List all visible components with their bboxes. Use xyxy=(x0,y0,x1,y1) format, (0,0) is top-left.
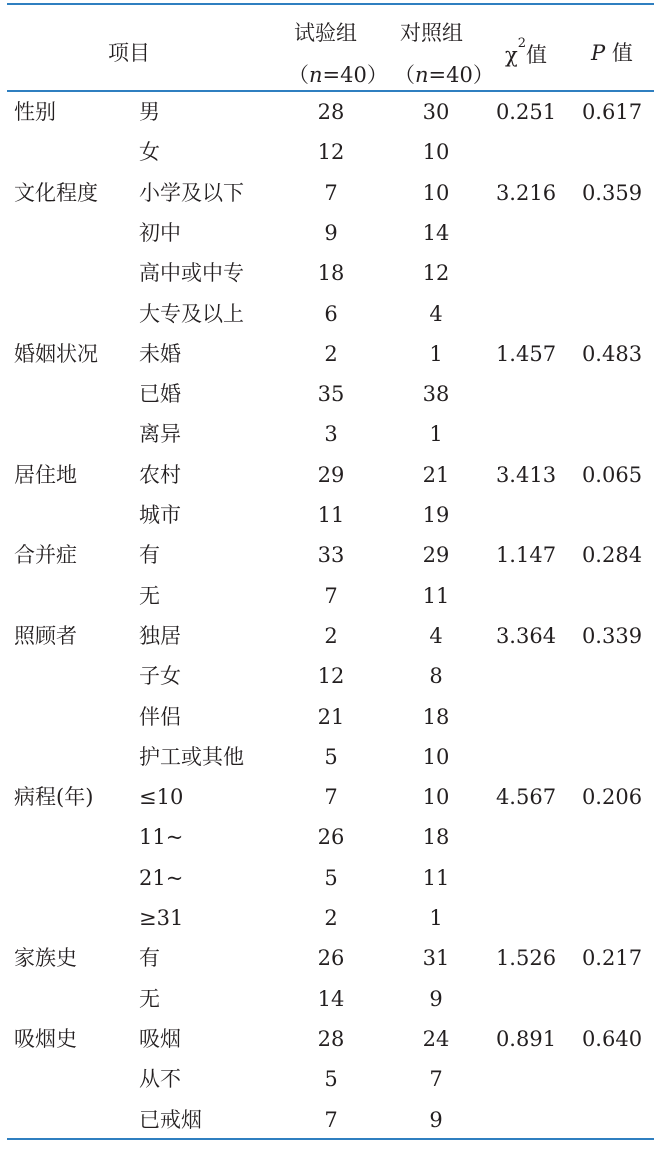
row-group2-count: 1 xyxy=(429,906,443,930)
row-group1-count: 28 xyxy=(317,100,345,124)
row-subcategory: 初中 xyxy=(139,221,181,245)
row-subcategory: 伴侣 xyxy=(139,705,181,729)
row-subcategory: 小学及以下 xyxy=(139,181,244,205)
row-group2-count: 11 xyxy=(422,866,450,890)
row-category: 文化程度 xyxy=(14,181,98,205)
table-header-rule xyxy=(7,90,654,92)
row-subcategory: 女 xyxy=(139,140,160,164)
row-subcategory: 农村 xyxy=(139,463,181,487)
row-group2-count: 10 xyxy=(422,745,450,769)
row-group2-count: 11 xyxy=(422,584,450,608)
row-group2-count: 9 xyxy=(429,987,443,1011)
header-group2-name: 对照组 xyxy=(400,21,463,45)
row-group2-count: 4 xyxy=(429,624,443,648)
table-top-rule xyxy=(7,3,654,5)
row-group1-count: 7 xyxy=(324,1108,338,1132)
row-chi-square: 3.413 xyxy=(495,463,557,487)
row-category: 吸烟史 xyxy=(14,1027,77,1051)
row-subcategory: 护工或其他 xyxy=(139,745,244,769)
row-subcategory: 男 xyxy=(139,100,160,124)
row-subcategory: 无 xyxy=(139,987,160,1011)
header-chi-square: $\chi^2$值 xyxy=(505,36,548,67)
row-subcategory: 子女 xyxy=(139,664,181,688)
row-subcategory: 高中或中专 xyxy=(139,261,244,285)
row-group1-count: 5 xyxy=(324,1067,338,1091)
row-group1-count: 12 xyxy=(317,664,345,688)
row-group1-count: 12 xyxy=(317,140,345,164)
row-group2-count: 12 xyxy=(422,261,450,285)
row-group2-count: 9 xyxy=(429,1108,443,1132)
row-chi-square: 3.216 xyxy=(495,181,557,205)
row-subcategory: 离异 xyxy=(139,422,181,446)
row-group1-count: 2 xyxy=(324,342,338,366)
row-group1-count: 9 xyxy=(324,221,338,245)
row-subcategory: 11~ xyxy=(139,825,184,849)
table-bottom-rule xyxy=(7,1138,654,1140)
row-category: 家族史 xyxy=(14,946,77,970)
row-group2-count: 7 xyxy=(429,1067,443,1091)
row-category: 居住地 xyxy=(14,463,77,487)
row-chi-square: 3.364 xyxy=(495,624,557,648)
header-item: 项目 xyxy=(108,41,150,65)
row-group1-count: 5 xyxy=(324,866,338,890)
header-group1-name: 试验组 xyxy=(294,21,357,45)
row-category: 性别 xyxy=(14,100,56,124)
row-group1-count: 2 xyxy=(324,906,338,930)
row-subcategory: ≤10 xyxy=(139,785,184,809)
row-chi-square: 1.457 xyxy=(495,342,557,366)
row-group2-count: 19 xyxy=(422,503,450,527)
row-p-value: 0.206 xyxy=(581,785,643,809)
row-group2-count: 29 xyxy=(422,543,450,567)
row-group2-count: 8 xyxy=(429,664,443,688)
row-p-value: 0.284 xyxy=(581,543,643,567)
row-chi-square: 0.251 xyxy=(495,100,557,124)
row-group1-count: 28 xyxy=(317,1027,345,1051)
row-group1-count: 3 xyxy=(324,422,338,446)
row-chi-square: 0.891 xyxy=(495,1027,557,1051)
row-group2-count: 24 xyxy=(422,1027,450,1051)
row-subcategory: 独居 xyxy=(139,624,181,648)
row-subcategory: 已婚 xyxy=(139,382,181,406)
row-group2-count: 31 xyxy=(422,946,450,970)
row-p-value: 0.217 xyxy=(581,946,643,970)
header-p-symbol: P xyxy=(591,41,606,65)
row-group2-count: 38 xyxy=(422,382,450,406)
row-group2-count: 21 xyxy=(422,463,450,487)
row-group1-count: 26 xyxy=(317,825,345,849)
row-p-value: 0.339 xyxy=(581,624,643,648)
row-group1-count: 21 xyxy=(317,705,345,729)
row-group1-count: 7 xyxy=(324,785,338,809)
row-group1-count: 26 xyxy=(317,946,345,970)
row-group1-count: 2 xyxy=(324,624,338,648)
header-p-value xyxy=(591,37,633,67)
row-group2-count: 18 xyxy=(422,705,450,729)
row-group1-count: 18 xyxy=(317,261,345,285)
row-p-value: 0.359 xyxy=(581,181,643,205)
row-group1-count: 14 xyxy=(317,987,345,1011)
row-group2-count: 14 xyxy=(422,221,450,245)
row-p-value: 0.640 xyxy=(581,1027,643,1051)
row-group1-count: 5 xyxy=(324,745,338,769)
row-group1-count: 6 xyxy=(324,302,338,326)
row-category: 照顾者 xyxy=(14,624,77,648)
row-group2-count: 4 xyxy=(429,302,443,326)
row-subcategory: 无 xyxy=(139,584,160,608)
row-group2-count: 10 xyxy=(422,140,450,164)
row-group2-count: 18 xyxy=(422,825,450,849)
row-category: 病程(年) xyxy=(14,785,94,809)
row-subcategory: 大专及以上 xyxy=(139,302,244,326)
row-group1-count: 7 xyxy=(324,181,338,205)
row-subcategory: 从不 xyxy=(139,1067,181,1091)
row-group1-count: 33 xyxy=(317,543,345,567)
row-subcategory: 城市 xyxy=(139,503,181,527)
row-chi-square: 1.526 xyxy=(495,946,557,970)
header-group2-n: （n=40） xyxy=(394,63,494,87)
row-chi-square: 1.147 xyxy=(495,543,557,567)
row-group2-count: 1 xyxy=(429,422,443,446)
header-p-suffix: 值 xyxy=(605,41,633,65)
row-p-value: 0.065 xyxy=(581,463,643,487)
row-p-value: 0.617 xyxy=(581,100,643,124)
row-group2-count: 10 xyxy=(422,785,450,809)
row-subcategory: 有 xyxy=(139,946,160,970)
row-group1-count: 11 xyxy=(317,503,345,527)
row-group1-count: 29 xyxy=(317,463,345,487)
row-subcategory: 未婚 xyxy=(139,342,181,366)
row-category: 合并症 xyxy=(14,543,77,567)
row-chi-square: 4.567 xyxy=(495,785,557,809)
row-p-value: 0.483 xyxy=(581,342,643,366)
row-subcategory: 吸烟 xyxy=(139,1027,181,1051)
row-group1-count: 35 xyxy=(317,382,345,406)
row-subcategory: 21~ xyxy=(139,866,184,890)
row-category: 婚姻状况 xyxy=(14,342,98,366)
row-subcategory: 已戒烟 xyxy=(139,1108,202,1132)
header-group1-n: （n=40） xyxy=(288,63,388,87)
row-group2-count: 30 xyxy=(422,100,450,124)
row-group2-count: 1 xyxy=(429,342,443,366)
row-subcategory: 有 xyxy=(139,543,160,567)
row-subcategory: ≥31 xyxy=(139,906,184,930)
row-group1-count: 7 xyxy=(324,584,338,608)
row-group2-count: 10 xyxy=(422,181,450,205)
